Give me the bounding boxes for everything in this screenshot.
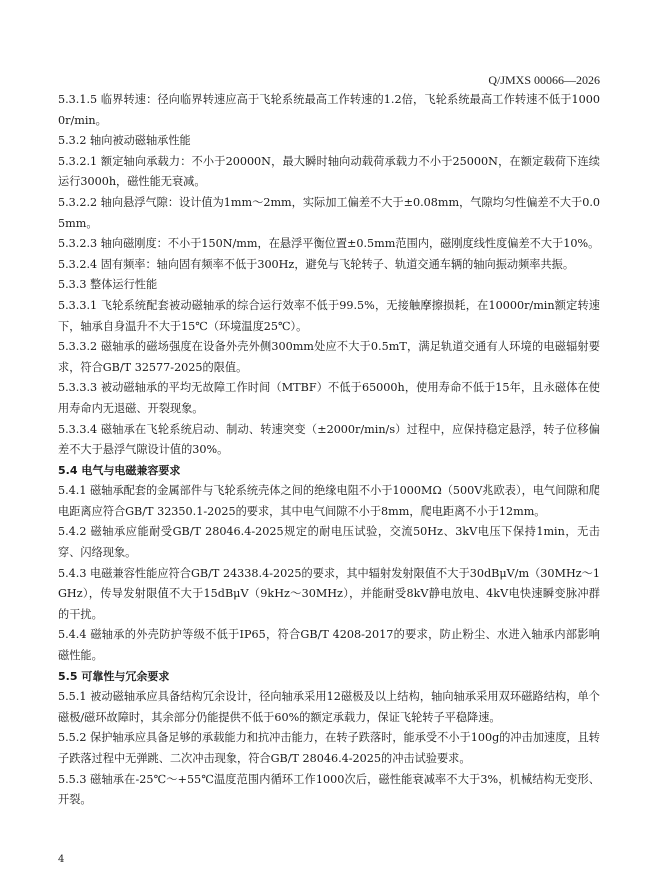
clause-5-4-3: 5.4.3 电磁兼容性能应符合GB/T 24338.4-2025的要求，其中辐射发射限值不大于30dBμV/m（30MHz～1GHz），传导发射限值不大于15dBμV（9kHz～30MHz），并能耐受8kV静电放电、4kV电快速瞬变脉冲群的干扰。 bbox=[58, 566, 600, 621]
document-body bbox=[58, 90, 600, 811]
clause-5-3-2-1: 5.3.2.1 额定轴向承载力：不小于20000N，最大瞬时轴向动载荷承载力不小于25000N，在额定载荷下连续运行3000h，磁性能无衰减。 bbox=[58, 154, 600, 189]
clause-5-4-4: 5.4.4 磁轴承的外壳防护等级不低于IP65，符合GB/T 4208-2017的要求，防止粉尘、水进入轴承内部影响磁性能。 bbox=[58, 628, 600, 663]
section-heading-5-4: 5.4 电气与电磁兼容要求 bbox=[58, 463, 181, 477]
clause-5-3-2-4: 5.3.2.4 固有频率：轴向固有频率不低于300Hz，避免与飞轮转子、轨道交通车辆的轴向振动频率共振。 bbox=[58, 257, 575, 271]
clause-5-3-2: 5.3.2 轴向被动磁轴承性能 bbox=[58, 134, 191, 148]
clause-5-3-3-1: 5.3.3.1 飞轮系统配套被动磁轴承的综合运行效率不低于99.5%，无接触摩擦损耗，在10000r/min额定转速下，轴承自身温升不大于15℃（环境温度25℃）。 bbox=[58, 298, 600, 333]
clause-5-5-3: 5.5.3 磁轴承在-25℃～+55℃温度范围内循环工作1000次后，磁性能衰减率不大于3%，机械结构无变形、开裂。 bbox=[58, 772, 600, 807]
clause-5-5-2: 5.5.2 保护轴承应具备足够的承载能力和抗冲击能力，在转子跌落时，能承受不小于100g的冲击加速度，且转子跌落过程中无弹跳、二次冲击现象，符合GB/T 28046.4-2025的冲击试验要求。 bbox=[58, 731, 600, 765]
clause-5-3-2-3: 5.3.2.3 轴向磁刚度：不小于150N/mm，在悬浮平衡位置±0.5mm范围内，磁刚度线性度偏差不大于10%。 bbox=[58, 237, 600, 251]
header-rule bbox=[58, 88, 600, 89]
clause-5-3-1-5: 5.3.1.5 临界转速：径向临界转速应高于飞轮系统最高工作转速的1.2倍，飞轮系统最高工作转速不低于10000r/min。 bbox=[58, 93, 600, 127]
clause-5-4-1: 5.4.1 磁轴承配套的金属部件与飞轮系统壳体之间的绝缘电阻不小于1000MΩ（500V兆欧表），电气间隙和爬电距离应符合GB/T 32350.1-2025的要求，其中电气间隙不小于8mm，爬电距离不小于12mm。 bbox=[58, 484, 600, 518]
clause-5-3-3-2: 5.3.3.2 磁轴承的磁场强度在设备外壳外侧300mm处应不大于0.5mT，满足轨道交通有人环境的电磁辐射要求，符合GB/T 32577-2025的限值。 bbox=[58, 340, 600, 374]
clause-5-3-3: 5.3.3 整体运行性能 bbox=[58, 278, 158, 292]
clause-5-4-2: 5.4.2 磁轴承应能耐受GB/T 28046.4-2025规定的耐电压试验，交流50Hz、3kV电压下保持1min，无击穿、闪络现象。 bbox=[58, 525, 600, 560]
clause-5-3-2-2: 5.3.2.2 轴向悬浮气隙：设计值为1mm～2mm，实际加工偏差不大于±0.08mm，气隙均匀性偏差不大于0.05mm。 bbox=[58, 195, 600, 230]
document-code-header: Q/JMXS 00066—2026 bbox=[488, 73, 600, 87]
page-number: 4 bbox=[58, 854, 65, 865]
clause-5-3-3-3: 5.3.3.3 被动磁轴承的平均无故障工作时间（MTBF）不低于65000h，使用寿命不低于15年，且永磁体在使用寿命内无退磁、开裂现象。 bbox=[58, 381, 600, 415]
clause-5-3-3-4: 5.3.3.4 磁轴承在飞轮系统启动、制动、转速突变（±2000r/min/s）过程中，应保持稳定悬浮，转子位移偏差不大于悬浮气隙设计值的30%。 bbox=[58, 422, 600, 457]
section-heading-5-5: 5.5 可靠性与冗余要求 bbox=[58, 669, 170, 683]
clause-5-5-1: 5.5.1 被动磁轴承应具备结构冗余设计，径向轴承采用12磁极及以上结构，轴向轴承采用双环磁路结构，单个磁极/磁环故障时，其余部分仍能提供不低于60%的额定承载力，保证飞轮转子平稳降速。 bbox=[58, 690, 600, 724]
